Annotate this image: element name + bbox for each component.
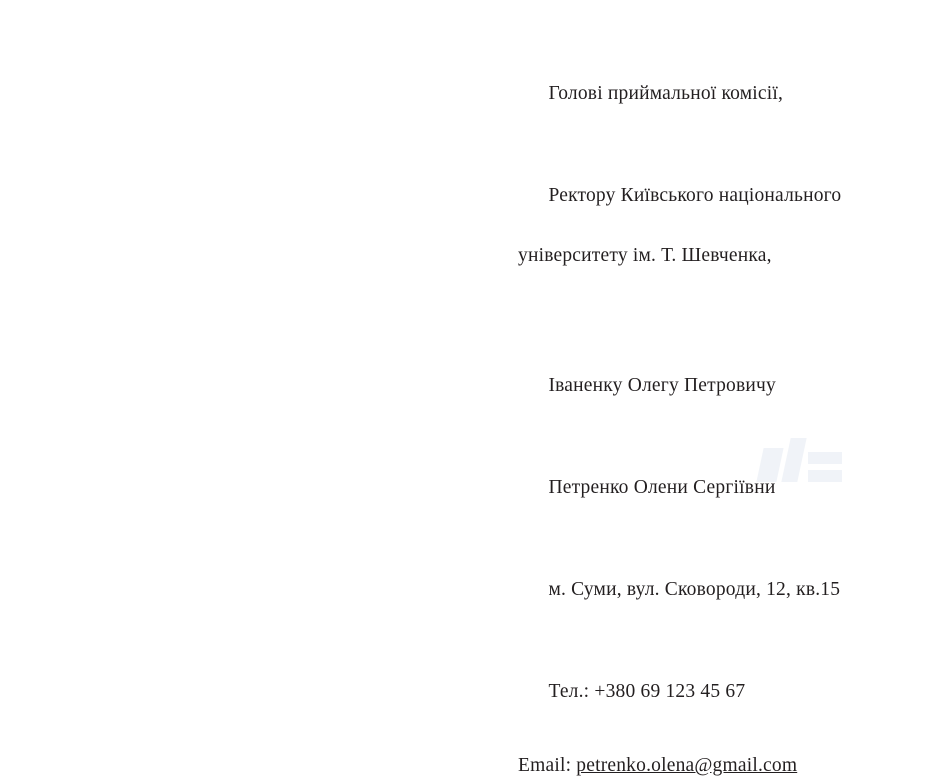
address-line-commission-head bbox=[518, 52, 898, 135]
watermark-stroke-2 bbox=[781, 438, 806, 482]
watermark-stroke-4 bbox=[808, 470, 842, 482]
address-block bbox=[518, 52, 898, 780]
address-line-text: Ректору Київського національного bbox=[548, 184, 842, 206]
email-link[interactable]: petrenko.olena@gmail.com bbox=[576, 755, 798, 777]
address-line-text: Іваненку Олегу Петровичу bbox=[548, 374, 776, 396]
address-line-text-continued: університету ім. Т. Шевченка, bbox=[518, 245, 772, 267]
address-line-email bbox=[518, 752, 898, 780]
address-line-recipient-name bbox=[518, 344, 898, 427]
watermark-stroke-1 bbox=[756, 448, 783, 482]
address-line-text: Петренко Олени Сергіївни bbox=[548, 476, 776, 498]
email-label: Email: bbox=[518, 755, 577, 777]
watermark-logo-icon bbox=[760, 438, 850, 490]
address-line-text: Голові приймальної комісії, bbox=[548, 82, 784, 104]
address-line-text: Тел.: +380 69 123 45 67 bbox=[548, 681, 746, 703]
watermark-stroke-3 bbox=[808, 452, 842, 464]
address-line-postal-address bbox=[518, 548, 898, 631]
address-line-rector bbox=[518, 154, 898, 325]
address-line-phone bbox=[518, 650, 898, 733]
address-line-text: м. Суми, вул. Сковороди, 12, кв.15 bbox=[548, 579, 841, 600]
